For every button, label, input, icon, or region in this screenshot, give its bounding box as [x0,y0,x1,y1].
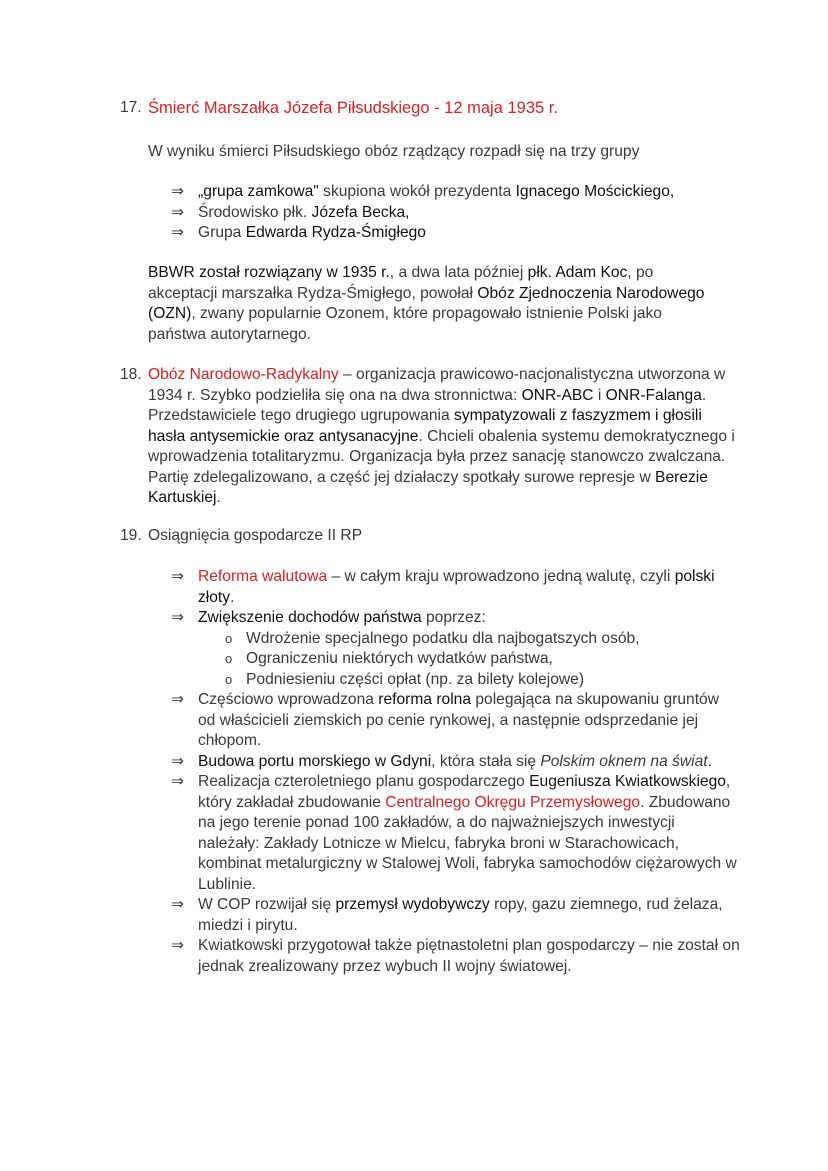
section-17 [120,98,740,119]
bold-text: Budowa portu morskiego w Gdyni [198,752,432,770]
section-17-paragraph [120,263,710,345]
text: – organizacja prawicowo-nacjonalistyczna utworzona w 1934 r. Szybko podzieliła się ona na dwa stronnictwa: [148,366,726,404]
list-item [120,182,740,203]
arrow-icon: ⇒ [171,896,185,913]
highlight-text: Centralnego Okręgu Przemysłowego [385,793,641,811]
arrow-icon: ⇒ [171,752,185,770]
highlight-text: Reforma walutowa [198,568,328,585]
section-title: Osiągnięcia gospodarcze II RP [148,527,363,544]
bold-text: „grupa zamkowa" [198,183,319,200]
text: Ograniczeniu niektórych wydatków państwa, [246,650,553,667]
sub-list-item [120,670,740,691]
text: Realizacja czteroletniego planu gospodarczego [198,773,530,790]
list-item [120,567,740,608]
arrow-icon: ⇒ [171,183,185,200]
bold-text: Zwiększenie dochodów państwa [198,609,422,626]
arrow-icon: ⇒ [171,568,185,585]
text: Wdrożenie specjalnego podatku dla najbogatszych osób, [246,629,640,647]
text: , który zakładał zbudowanie [198,773,731,811]
text: . [230,588,235,606]
bold-text: Edwarda Rydza-Śmigłego [245,224,426,241]
text: – w całym kraju wprowadzono jedną walutę, czyli [327,568,675,585]
text: poprzez: [421,609,486,626]
section-number: 17. [120,99,142,116]
list-item [120,223,740,244]
section-17-intro [120,142,740,163]
bullet-icon: o [225,651,233,666]
list-item [120,772,740,895]
bold-text: przemysł wydobywczy [335,896,490,913]
sub-list-item [120,629,740,650]
text: , po akceptacji marszałka Rydza-Śmigłego, powołał [148,264,654,302]
arrow-icon: ⇒ [171,691,185,708]
bold-text: Obóz Zjednoczenia Narodowego (OZN) [148,284,705,322]
text: . Zbudowano na jego terenie ponad 100 zakładów, a do najważniejszych inwestycji należały: Zakłady Lotnicze w Mielcu, fabryka broni w Starachowicach, kombinat metalurgiczny w Stalowej Woli, fabryka samochodów ciężarowych w Lublinie. [198,793,737,893]
intro-text: W wyniku śmierci Piłsudskiego obóz rządzący rozpadł się na trzy grupy [148,143,640,160]
section-18 [120,365,740,509]
text: Podniesieniu części opłat (np. za bilety kolejowe) [246,670,585,688]
italic-text: Polskim oknem na świat [540,752,708,770]
section-title: Obóz Narodowo-Radykalny [148,366,339,383]
bold-text: Józefa Becka, [311,203,410,221]
bold-text: Eugeniusza Kwiatkowskiego [529,773,726,790]
bold-text: polski złoty [198,568,715,606]
section-title: Śmierć Marszałka Józefa Piłsudskiego - 12 maja 1935 r. [148,99,558,117]
list-item [120,690,740,752]
section-17-groups [120,182,740,244]
arrow-icon: ⇒ [171,937,185,954]
list-item [120,752,740,773]
achievements-list [120,567,740,629]
sub-list-item [120,649,740,670]
arrow-icon: ⇒ [171,773,185,790]
list-item [120,936,740,977]
text: , która stała się [431,752,541,770]
text: ropy, gazu ziemnego, rud żelaza, miedzi i pirytu. [198,896,723,934]
list-item [120,895,740,936]
paragraph [148,365,740,509]
bullet-icon: o [225,671,233,687]
text: . [707,752,712,770]
text: Grupa [198,224,246,241]
groups-list [120,182,740,244]
bold-text: ONR-ABC [521,386,594,404]
section-number: 18. [120,366,142,383]
bold-text: płk. Adam Koc [527,264,628,281]
bold-text: Ignacego Mościckiego, [515,183,675,200]
text: . Chcieli obalenia systemu demokratycznego i wprowadzenia totalitaryzmu. Organizacja była przez sanację stanowczo zwalczana. Partię zdelegalizowano, a część jej działaczy spotkały surowe represje w [148,427,735,486]
arrow-icon: ⇒ [171,224,185,241]
text: . [216,489,221,506]
achievements-list-continued [120,690,740,977]
bold-text: BBWR został rozwiązany w 1935 r. [148,264,390,281]
text: . Przedstawiciele tego drugiego ugrupowania [148,386,707,424]
arrow-icon: ⇒ [171,609,185,626]
list-item [120,608,740,629]
bold-text: ONR-Falanga [605,386,702,404]
text: polegająca na skupowaniu gruntów od właścicieli ziemskich po cenie rynkowej, a następnie odsprzedanie jej chłopom. [198,691,719,749]
sub-list [120,629,740,691]
arrow-icon: ⇒ [171,203,185,221]
text: i [593,386,606,404]
text: skupiona wokół prezydenta [318,183,516,200]
text: Kwiatkowski przygotował także piętnastoletni plan gospodarczy – nie został on jednak zrealizowany przez wybuch II wojny światowej. [198,937,740,975]
list-item [120,203,740,224]
text: W COP rozwijał się [198,896,336,913]
bold-text: Berezie Kartuskiej [148,468,708,506]
section-number: 19. [120,527,142,544]
bold-text: reforma rolna [378,691,472,708]
text: Środowisko płk. [198,203,312,221]
section-19 [120,526,740,547]
text: , a dwa lata później [389,264,528,281]
bold-text: sympatyzowali z faszyzmem i głosili hasła antysemickie oraz antysanacyjne [148,407,702,445]
text: Częściowo wprowadzona [198,691,379,708]
bullet-icon: o [225,630,233,646]
paragraph [148,263,710,345]
section-19-list [120,567,740,977]
text: , zwany popularnie Ozonem, które propagowało istnienie Polski jako państwa autorytarnego. [148,305,662,343]
